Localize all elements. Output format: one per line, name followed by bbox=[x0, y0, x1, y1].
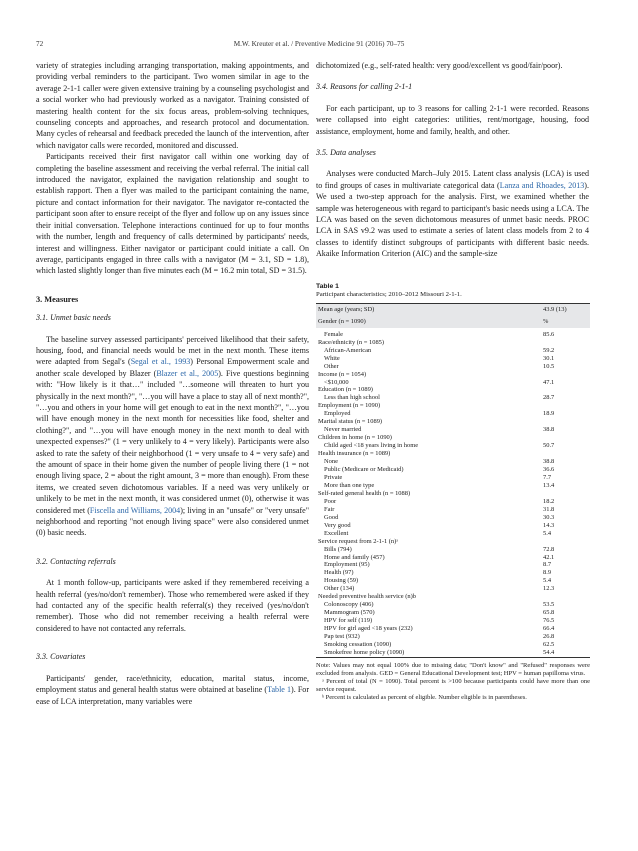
row-label: Never married bbox=[324, 426, 362, 434]
table-row bbox=[316, 649, 590, 657]
table-note: Note: Values may not equal 100% due to missing data; "Don't know" and "Refused" responses were excluded from analysis. GED = General Educational Development test; HPV = human papilloma virus. bbox=[316, 661, 590, 677]
row-value: 66.4 bbox=[543, 625, 555, 633]
row-label: Good bbox=[324, 513, 339, 521]
row-label: Employment (95) bbox=[324, 561, 370, 569]
row-value bbox=[541, 418, 590, 426]
table-row bbox=[316, 522, 590, 530]
row-value: 31.8 bbox=[543, 505, 555, 513]
table-row bbox=[316, 402, 590, 410]
row-label: Service request from 2-1-1 (n)ᵃ bbox=[318, 537, 399, 545]
row-value: 12.3 bbox=[543, 585, 555, 593]
citation-link[interactable]: Lanza and Rhoades, 2013 bbox=[499, 180, 585, 190]
row-label: Other (134) bbox=[324, 585, 355, 593]
table-row bbox=[316, 546, 590, 554]
table-row bbox=[316, 379, 590, 387]
row-value: 28.7 bbox=[543, 394, 555, 402]
row-value bbox=[541, 339, 590, 347]
paragraph: variety of strategies including arranging transportation, making appointments, and providing verbal reminders to the participant. Two women similar in age to the average 2-1-1 caller were given extensive training by a counseling psychologist and a social worker who had previously worked as a navigator. Training consisted of mastering health content for the six focus areas, problem-solving techniques, counseling concepts and approaches, and research protocol and documentation. Many cycles of rehearsal and feedback preceded the launch of the intervention, after which navigator calls were recorded, monitored and discussed. bbox=[36, 61, 309, 150]
row-label: Smokefree home policy (1090) bbox=[316, 649, 541, 657]
row-value bbox=[541, 402, 590, 410]
left-column bbox=[36, 60, 309, 707]
row-value: 36.6 bbox=[543, 466, 555, 474]
table-link[interactable]: Table 1 bbox=[267, 685, 292, 695]
row-label: Less than high school bbox=[324, 394, 380, 402]
section-heading-measures: 3. Measures bbox=[36, 294, 79, 304]
row-label: Mammogram (570) bbox=[324, 609, 375, 617]
table-row bbox=[316, 633, 590, 641]
row-value: 8.9 bbox=[543, 569, 552, 577]
header-cell: 43.9 (13) bbox=[541, 303, 590, 315]
row-value: 53.5 bbox=[543, 601, 555, 609]
table-row bbox=[316, 347, 590, 355]
paragraph: Analyses were conducted March–July 2015. Latent class analysis (LCA) is used to find groups of cases in multivariate categorical data (Lanza and Rhoades, 2013). We used a two-step approach for the analysis. First, we examined whether the sample was heterogeneous with regard to participant's basic needs using a LCA. The LCA was based on the seven dichotomous measures of unmet basic needs. PROC LCA in SAS v9.2 was used to estimate a series of latent class models from 2 to 4 classes to identify distinct subgroups of participants with different basic needs. Akaike Information Criterion (AIC) and the sample-size bbox=[316, 169, 589, 259]
row-label: Needed preventive health service (n)b bbox=[318, 593, 416, 601]
table-row bbox=[316, 355, 590, 363]
row-value: 42.1 bbox=[543, 553, 555, 561]
row-label: More than one type bbox=[324, 481, 375, 489]
table-footnote-b: ᵇ Percent is calculated as percent of eligible. Number eligible is in parentheses. bbox=[322, 694, 527, 702]
row-label: Health (97) bbox=[324, 569, 354, 577]
table-row bbox=[316, 426, 590, 434]
row-label: Employment (n = 1090) bbox=[318, 402, 381, 410]
table-row bbox=[316, 474, 590, 482]
row-value: 13.4 bbox=[543, 481, 555, 489]
citation-link[interactable]: Segal et al., 1993 bbox=[130, 357, 191, 367]
row-value: 18.2 bbox=[543, 497, 555, 505]
row-value: 18.9 bbox=[543, 410, 555, 418]
row-label: Public (Medicare or Medicaid) bbox=[324, 466, 404, 474]
table-row bbox=[316, 363, 590, 371]
subsection-heading-contacting-referrals: 3.2. Contacting referrals bbox=[36, 556, 116, 566]
row-value: 30.1 bbox=[543, 354, 555, 362]
table-row bbox=[316, 641, 590, 649]
row-label: Very good bbox=[324, 521, 351, 529]
row-value: 5.4 bbox=[543, 529, 552, 537]
row-label: Employed bbox=[324, 410, 351, 418]
row-value: 38.8 bbox=[543, 458, 555, 466]
row-label: White bbox=[324, 354, 340, 362]
table-row bbox=[316, 554, 590, 562]
row-label: Pap test (932) bbox=[324, 633, 360, 641]
right-column bbox=[316, 60, 589, 260]
paragraph: The baseline survey assessed participants' perceived likelihood that their safety, housing, food, and financial needs would be met in the next month. These items were adapted from Segal's (Segal et al., 1993) Personal Empowerment scale and another scale developed by Blazer (Blazer et al., 2005). Five questions beginning with: "How likely is it that…" included "…someone will threaten to hurt you physically in the next month?", "…you will have a place to stay all of next month?", "…you and others in your home will get enough to eat in the next month?", "…you will have enough money in the next month for necessities like food, shelter and clothing?", and "…you will have enough money in the next month to deal with unexpected expenses?" (1 = very unlikely to 4 = very likely). Participants were also asked to rate the safety of their neighborhood (1 = very unsafe to 4 = very safe) and the amount of space in their home given the number of people living there (1 = not enough living space, 2 = about the right amount, 3 = more than enough). From these items, we created seven dichotomous variables. If a need was very unlikely or unlikely to be met in the next month, it was considered unmet (0), otherwise it was considered met (Fiscella and Williams, 2004); living in an "unsafe" or "very unsafe" neighborhood and reporting "not enough living space" were also considered unmet (0) basic needs. bbox=[36, 334, 309, 538]
header-cell: Mean age (years; SD) bbox=[316, 303, 541, 315]
citation-link[interactable]: Fiscella and Williams, 2004 bbox=[89, 505, 181, 515]
row-value bbox=[541, 538, 590, 546]
table-row bbox=[316, 394, 590, 402]
row-label: Health insurance (n = 1089) bbox=[318, 450, 391, 458]
subsection-heading-unmet-needs: 3.1. Unmet basic needs bbox=[36, 313, 111, 323]
row-value: 59.2 bbox=[543, 346, 555, 354]
table-notes bbox=[316, 662, 590, 702]
row-value: 5.4 bbox=[543, 577, 552, 585]
table-footnote-a: ᵃ Percent of total (N = 1090). Total percent is >100 because participants could have more than one service request. bbox=[316, 678, 590, 694]
table-row bbox=[316, 569, 590, 577]
table-row bbox=[316, 442, 590, 450]
row-value: 30.3 bbox=[543, 513, 555, 521]
table-row bbox=[316, 434, 590, 442]
subsection-heading-covariates: 3.3. Covariates bbox=[36, 652, 86, 662]
row-label: Colonoscopy (406) bbox=[324, 601, 374, 609]
paragraph: Participants' gender, race/ethnicity, education, marital status, income, employment status and general health status were obtained at baseline (Table 1). For ease of LCA interpretation, many variables were bbox=[36, 673, 309, 706]
row-value: 38.8 bbox=[543, 426, 555, 434]
table-row bbox=[316, 577, 590, 585]
row-label: Smoking cessation (1090) bbox=[324, 640, 392, 648]
paragraph: Participants received their first navigator call within one working day of completing the baseline assessment and receiving the verbal referral. The initial call introduced the navigator, explained the navigation relationship and sought to establish rapport. Then a flyer was mailed to the participant containing the name, picture and contact information for their navigator. The navigator re-contacted the participant soon after to ensure receipt of the flyer and follow up on any issues since their initial conversation. Telephone interactions continued for up to four months with the number, length and frequency of calls determined by participants' needs, interest and willingness. Either navigator or participant could initiate a call. On average, participants engaged in three calls with a navigator (M = 3.1, SD = 1.8), which lasted slightly longer than five minutes each (M = 16.2 min total, SD = 31.5). bbox=[36, 152, 309, 276]
row-label: Race/ethnicity (n = 1085) bbox=[318, 338, 385, 346]
row-value bbox=[541, 434, 590, 442]
table-row bbox=[316, 386, 590, 394]
row-label: Other bbox=[324, 362, 339, 370]
characteristics-table bbox=[316, 303, 590, 658]
paragraph: At 1 month follow-up, participants were asked if they remembered receiving a health referral (yes/no/don't remember). Those who remembered were asked if they had contacted any of the specific health referral(s) they received (yes/no/don't remember). Those who did not remember receiving a health referral were considered to have not contacted any referrals. bbox=[36, 578, 309, 633]
table-row bbox=[316, 538, 590, 546]
row-label: HPV for girl aged <18 years (232) bbox=[324, 625, 413, 633]
table-row bbox=[316, 490, 590, 498]
row-value: 54.4 bbox=[541, 649, 590, 657]
row-label: Self-rated general health (n = 1088) bbox=[318, 489, 411, 497]
row-value bbox=[541, 386, 590, 394]
row-label: Income (n = 1054) bbox=[318, 370, 367, 378]
table-row bbox=[316, 371, 590, 379]
table-row bbox=[316, 593, 590, 601]
row-value: 47.1 bbox=[543, 378, 555, 386]
paragraph: For each participant, up to 3 reasons for calling 2-1-1 were recorded. Reasons were collapsed into eight categories: utilities, rent/mortgage, housing, food assistance, employment, home and family, health, and other. bbox=[316, 103, 589, 136]
table-row bbox=[316, 418, 590, 426]
row-value: 72.8 bbox=[543, 545, 555, 553]
row-label: Home and family (457) bbox=[324, 553, 385, 561]
row-label: Female bbox=[324, 330, 343, 338]
citation-link[interactable]: Blazer et al., 2005 bbox=[156, 368, 219, 378]
table-row bbox=[316, 530, 590, 538]
row-label: <$10,000 bbox=[324, 378, 349, 386]
row-label: Private bbox=[324, 473, 343, 481]
row-value: 76.5 bbox=[543, 617, 555, 625]
row-label: Poor bbox=[324, 497, 337, 505]
table-header-row bbox=[316, 316, 590, 328]
row-value bbox=[541, 450, 590, 458]
table-row bbox=[316, 625, 590, 633]
row-value: 50.7 bbox=[543, 442, 555, 450]
row-value: 62.5 bbox=[543, 640, 555, 648]
row-label: Marital status (n = 1089) bbox=[318, 418, 383, 426]
header-cell: Gender (n = 1090) bbox=[316, 316, 541, 328]
running-header: M.W. Kreuter et al. / Preventive Medicine 91 (2016) 70–75 bbox=[233, 40, 405, 48]
row-value: 65.8 bbox=[543, 609, 555, 617]
row-label: Bills (794) bbox=[324, 545, 352, 553]
paragraph: dichotomized (e.g., self-rated health: very good/excellent vs good/fair/poor). bbox=[316, 61, 563, 70]
row-value: 26.8 bbox=[543, 633, 555, 641]
page-number: 72 bbox=[36, 40, 44, 48]
row-label: African-American bbox=[324, 346, 372, 354]
subsection-heading-data-analyses: 3.5. Data analyses bbox=[316, 148, 376, 158]
table-caption: Participant characteristics; 2010–2012 Missouri 2-1-1. bbox=[316, 290, 462, 298]
row-value bbox=[541, 490, 590, 498]
subsection-heading-reasons: 3.4. Reasons for calling 2-1-1 bbox=[316, 82, 413, 92]
row-label: Children in home (n = 1090) bbox=[318, 434, 392, 442]
table-row bbox=[316, 617, 590, 625]
table-row bbox=[316, 466, 590, 474]
table-row bbox=[316, 331, 590, 339]
table-row bbox=[316, 482, 590, 490]
table-row bbox=[316, 585, 590, 593]
table-row bbox=[316, 506, 590, 514]
table-row bbox=[316, 609, 590, 617]
table-row bbox=[316, 514, 590, 522]
table-row bbox=[316, 601, 590, 609]
row-value: 85.6 bbox=[543, 330, 555, 338]
row-value bbox=[541, 371, 590, 379]
table-1 bbox=[316, 283, 590, 702]
table-label: Table 1 bbox=[316, 283, 339, 290]
row-label: Fair bbox=[324, 505, 335, 513]
row-value bbox=[541, 593, 590, 601]
row-value: 10.5 bbox=[543, 362, 555, 370]
row-value: 7.7 bbox=[543, 473, 552, 481]
row-label: HPV for self (119) bbox=[324, 617, 373, 625]
table-row bbox=[316, 498, 590, 506]
row-value: 8.7 bbox=[543, 561, 552, 569]
row-value: 14.3 bbox=[543, 521, 555, 529]
row-label: Housing (59) bbox=[324, 577, 359, 585]
table-header-row bbox=[316, 303, 590, 315]
row-label: Excellent bbox=[324, 529, 349, 537]
table-row bbox=[316, 410, 590, 418]
row-label: None bbox=[324, 458, 338, 466]
table-row bbox=[316, 339, 590, 347]
row-label: Child aged <18 years living in home bbox=[324, 442, 419, 450]
table-row bbox=[316, 450, 590, 458]
header-cell: % bbox=[541, 316, 590, 328]
table-row bbox=[316, 561, 590, 569]
table-row bbox=[316, 458, 590, 466]
row-label: Education (n = 1089) bbox=[318, 386, 373, 394]
